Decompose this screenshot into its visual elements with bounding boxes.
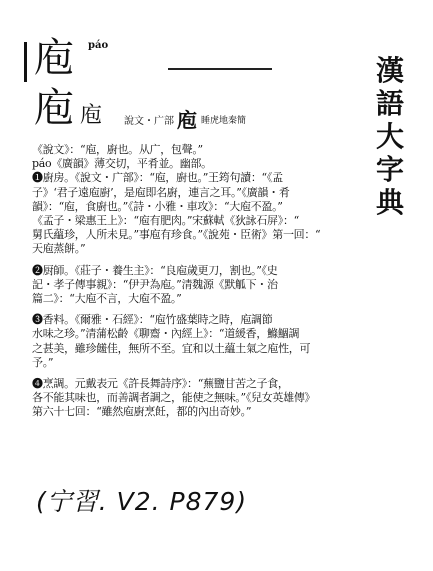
script-source-note-2: 睡虎地秦簡 xyxy=(201,116,247,126)
entry-line: páo《廣韻》薄交切，平肴並。幽部。 xyxy=(32,157,212,171)
title-char: 語 xyxy=(375,87,404,120)
header-rule xyxy=(168,68,272,70)
entry-line: ❸香料。《爾雅・石經》：“庖竹盛葉時之時，庖調節 xyxy=(32,313,273,327)
entry-line: ❷厨師。《莊子・養生主》：“良庖歲更刀，割也。”《史 xyxy=(32,263,278,277)
entry-line: 篇二》：“大庖不言，大庖不盈。” xyxy=(32,292,182,306)
entry-line: 韻》：“庖，食廚也。”《詩・小雅・車攻》：“大庖不盈。” xyxy=(32,199,283,213)
entry-line: 子》‘君子遠庖廚’，是庖即名廚，連言之耳。”《廣韻・肴 xyxy=(32,185,290,199)
headword-character: 庖 xyxy=(34,35,74,81)
entry-line: 《說文》：“庖，廚也。从广，包聲。” xyxy=(32,143,203,156)
headword-pinyin: páo xyxy=(88,40,109,51)
entry-line: 第六十七回：“雖然庖廚烹飪，都的內出奇妙。” xyxy=(32,405,252,419)
entry-line: 各不能其味也，而善調者調之，能使之無味。”《兒女英雄傳》 xyxy=(32,391,316,405)
paragraph-gap xyxy=(32,306,324,313)
entry-line: 天庖蒸餅。” xyxy=(32,242,86,256)
entry-line: 水味之珍。”清蒲松齡《聊齋・內經上》：“道緩香，鰷鯝調 xyxy=(32,327,300,341)
title-char: 字 xyxy=(375,153,404,186)
entry-line: ❶廚房。《說文・广部》：“庖，廚也。”王筠句讀：“《孟 xyxy=(32,171,283,185)
title-char: 典 xyxy=(375,186,404,219)
entry-body xyxy=(32,143,324,420)
script-variant-character: 庖 xyxy=(177,108,197,132)
entry-line: 記・孝子傳事親》：“伊尹為庖。”清魏源《默觚下・治 xyxy=(32,277,278,291)
paragraph-gap xyxy=(32,257,324,264)
entry-marker-bar xyxy=(24,42,27,82)
entry-line: 舅氏蘊珍，人所未見。”事庖有珍食。”《說苑・臣術》第一回：“ xyxy=(32,228,321,242)
dictionary-title-vertical xyxy=(370,54,410,219)
entry-line: 予。” xyxy=(32,355,54,369)
title-char: 大 xyxy=(375,120,404,153)
entry-line: 《孟子・梁惠王上》：“庖有肥肉。”宋蘇軾《狄詠石屏》：“ xyxy=(32,214,299,228)
entry-line: 之甚美，雖珍饈佳，無所不至。宜和以土蘊土氣之庖性，可 xyxy=(32,341,311,355)
paragraph-gap xyxy=(32,370,324,377)
seal-script-character: 庖 xyxy=(80,103,103,128)
headword-character-repeat: 庖 xyxy=(34,85,74,131)
script-source-note: 說文・广部 xyxy=(124,116,174,127)
entry-line: ❹烹調。元戴表元《許長舞詩序》：“蕪鹽甘苦之子食， xyxy=(32,377,289,391)
title-char: 漢 xyxy=(375,54,404,87)
handwritten-citation: (宁習. V2. P879) xyxy=(36,487,248,516)
